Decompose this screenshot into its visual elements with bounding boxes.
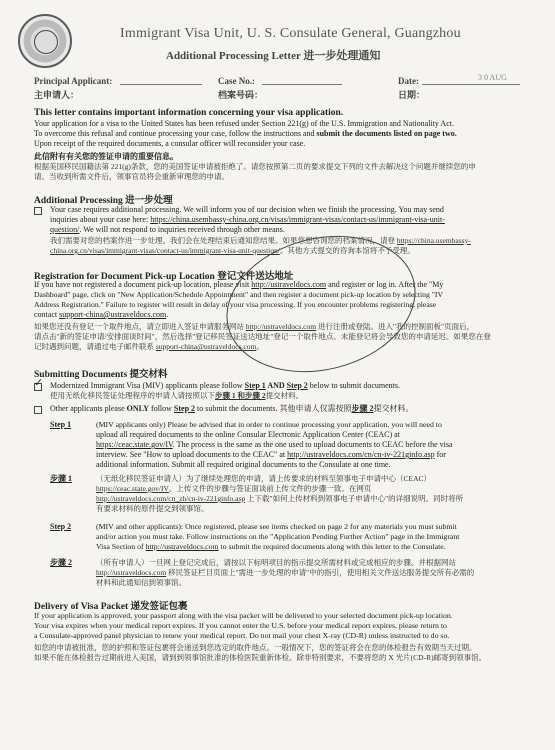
delivery-heading: Delivery of Visa Packet 递发签证包裹 — [34, 602, 188, 612]
registration-cn-3: 记时遇到问题，请通过电子邮件联系 support-china@ustraveldocs.com。 — [34, 342, 264, 351]
intro-heading: This letter contains important information concerning your visa application. — [34, 108, 344, 118]
step1-line-2: upload all required documents to the online Consular Electronic Application Center (CEAC) at — [96, 430, 400, 439]
delivery-cn-2: 如果不能在体检报告过期前进入美国，请到到领事馆批准的体检医院重新体检。除非特别要求，不要将您的 X 光片(CD-R)邮寄到领事馆。 — [34, 653, 487, 662]
date-label-cn: 日期： — [398, 90, 426, 100]
additional-line-2: inquiries about your case here: https://china.usembassy-china.org.cn/visas/immigrant-visas/contact-us/immigrant-visa-unit- — [50, 215, 445, 224]
step2-line-1: (MIV and other applicants): Once registered, please see items checked on page 2 for any materials you must submit — [96, 522, 457, 531]
other-option-line: Other applicants please ONLY follow Step 2 to submit the documents. 其他申请人仅需按照步骤 2提交材料。 — [50, 404, 414, 413]
step1-cn-1: （无纸化移民签证申请人）为了继续处理您的申请，请上传要求的材料至领事电子申请中心（CEAC） — [96, 474, 431, 483]
step1-label: Step 1 — [50, 420, 72, 429]
intro-line-2: To overcome this refusal and continue processing your case, follow the instructions and submit the documents listed on page two. — [34, 129, 457, 138]
intro-line-1: Your application for a visa to the United States has been refused under Section 221(g) of the U.S. Immigration and Nationality Act. — [34, 119, 454, 128]
principal-applicant-label: Principal Applicant: — [34, 76, 113, 86]
principal-applicant-line — [120, 84, 202, 85]
step2-cn-1: （所有申请人）一旦网上登记完成后，请按以下标明项目的指示提交所需材料或完成相应的步骤。并根据网站 — [96, 558, 456, 567]
intro-heading-cn: 此信附有有关您的签证申请的重要信息。 — [34, 152, 178, 161]
step2-label-cn: 步骤 2 — [50, 558, 72, 567]
step1-label-cn: 步骤 1 — [50, 474, 72, 483]
ustraveldocs-link[interactable]: http://ustraveldocs.com — [251, 280, 327, 289]
date-stamp: 3 0 AUG — [478, 73, 507, 82]
submitting-heading: Submitting Documents 提交材料 — [34, 370, 168, 380]
step1-cn-3: http://ustraveldocs.com/cn_zh/cn-iv-221ginfo.asp 上下载"如何上传材料到领事电子申请中心"的详细说明。同时将所 — [96, 494, 464, 503]
step2-cn-2: http://ustraveldocs.com 移民签证栏目页面上"需进一步处理的申请"中的指引，使用相关文件送达服务提交所有必需的 — [96, 568, 475, 577]
step1-line-1: (MIV applicants only) Please be advised that in order to continue processing your application, you will need to — [96, 420, 442, 429]
support-email-link[interactable]: support-china@ustraveldocs.com — [59, 310, 167, 319]
step2-line-3: Visa Section of http://ustraveldocs.com to submit the required documents along with this letter to the Consulate. — [96, 542, 446, 551]
delivery-line-3: a Consulate-approved panel physician to renew your medical report. Do not mail your chest X-ray (CD-R) unless instructed to do so. — [34, 631, 450, 640]
registration-line-2: Dashboard" page, click on "New Application/Schedule Appointment" and then register a document pick-up location by selecting "IV — [34, 290, 443, 299]
case-no-label-cn: 档案号码： — [218, 90, 264, 100]
step1-line-4: interview. See "How to upload documents to the CEAC" at http://ustraveldocs.com/cn/cn-iv-221ginfo.asp for — [96, 450, 446, 459]
intro-cn-2: 请。当收到所需文件后，领事官员将会重新审理您的申请。 — [34, 172, 229, 181]
delivery-line-1: If your application is approved, your passport along with the visa packet will be delivered to your selected document pick-up location. — [34, 611, 453, 620]
inquiry-link-cont[interactable]: question/ — [50, 225, 80, 234]
date-line — [422, 84, 520, 85]
letter-title: Immigrant Visa Unit, U. S. Consulate General, Guangzhou — [120, 26, 461, 41]
miv-option-cn: 使用无纸化移民签证处理程序的申请人请按照以下步骤 1 和步骤 2提交材料。 — [50, 391, 304, 400]
letter-subtitle: Additional Processing Letter 进一步处理通知 — [166, 50, 381, 62]
intro-line-3: Upon receipt of the required documents, a consular officer will reconsider your case. — [34, 139, 306, 148]
additional-cn-2: china.org.cn/visas/immigrant-visas/contact-us/immigrant-visa-unit-question/。其他方式提交的咨询本馆将不予受理。 — [50, 246, 415, 255]
case-no-line — [262, 84, 342, 85]
delivery-line-2: Your visa expires when your medical report expires. If you cannot enter the U.S. before your medical report expires, please return to — [34, 621, 447, 630]
additional-cn-1: 我们需要对您的档案作进一步处理。我们会在处理结束后通知您结果。如果您想咨询您的档案情况，请登 https://china.usembassy- — [50, 236, 471, 245]
additional-line-1: Your case requires additional processing. We will inform you of our decision when we finish the processing. You may send — [50, 205, 444, 214]
miv-check-mark-icon: ✓ — [34, 377, 44, 389]
registration-heading: Registration for Document Pick-up Location 登记文件送达地址 — [34, 272, 294, 282]
intro-cn-1: 根据美国移民国籍法第 221(g)条款，您的美国签证申请被拒绝了。请您按照第二页的要求提交下列的文件去解决这个问题并继续您的申 — [34, 162, 476, 171]
step1-cn-4: 有要求材料的原件提交到领事馆。 — [96, 504, 209, 513]
date-label: Date: — [398, 76, 419, 86]
step2-cn-3: 材料和此通知信到领事馆。 — [96, 578, 186, 587]
additional-checkbox[interactable] — [34, 207, 42, 215]
consulate-seal-icon — [18, 14, 72, 68]
delivery-cn-1: 如您的申请被批准，您的护照和签证包裹将会递送到您选定的取件地点。一般情况下，您的签证将会在您的体检报告有效期当天过期。 — [34, 643, 477, 652]
registration-cn-1: 如果您还没有登记一个取件地点，请立即进入签证申请服务网站 http://ustraveldocs.com 进行注册或登陆。进入"我的控制面板"页面后， — [34, 322, 475, 331]
ceac-link[interactable]: https://ceac.state.gov/IV — [96, 440, 173, 449]
principal-applicant-label-cn: 主申请人： — [34, 90, 80, 100]
registration-line-1: If you have not registered a document pick-up location, please visit http://ustraveldocs.com and register or log in. After the "My — [34, 280, 444, 289]
step2-label: Step 2 — [50, 522, 72, 531]
step1-line-3: https://ceac.state.gov/IV. The process is the same as the one used to upload documents to CEAC before the visa — [96, 440, 453, 449]
inquiry-link[interactable]: https://china.usembassy-china.org.cn/visas/immigrant-visas/contact-us/immigrant-visa-unit- — [150, 215, 445, 224]
221g-info-link[interactable]: http://ustraveldocs.com/cn/cn-iv-221ginfo.asp — [287, 450, 435, 459]
step2-line-2: and/or action you must take. Follow instructions on the "Application Pending Further Action" page in the Immigrant — [96, 532, 460, 541]
registration-line-4: contact support-china@ustraveldocs.com. — [34, 310, 169, 319]
registration-cn-2: 请点击"新的签证申请/安排面谈时间"，然后选择"登记移民签证送达地址"登记一个取件地点。未能登记将会导致您的申请延迟。如果您在登 — [34, 332, 491, 341]
additional-line-3: question/. We will not respond to inquiries received through other means. — [50, 225, 285, 234]
registration-line-3: Address Registration." Failure to register will result in delay of your visa processing. If you encounter problems registering, please — [34, 300, 437, 309]
step1-cn-2: https://ceac.state.gov/IV。上传文件的步骤与签证面谈前上传文件的步骤一致。在网页 — [96, 484, 372, 493]
additional-heading: Additional Processing 进一步处理 — [34, 196, 173, 206]
miv-option-line: Modernized Immigrant Visa (MIV) applicants please follow Step 1 AND Step 2 below to submit documents. — [50, 381, 401, 390]
case-no-label: Case No.: — [218, 76, 255, 86]
step1-line-5: additional information. Submit all required original documents to the Consulate at one time. — [96, 460, 391, 469]
other-checkbox[interactable] — [34, 406, 42, 414]
